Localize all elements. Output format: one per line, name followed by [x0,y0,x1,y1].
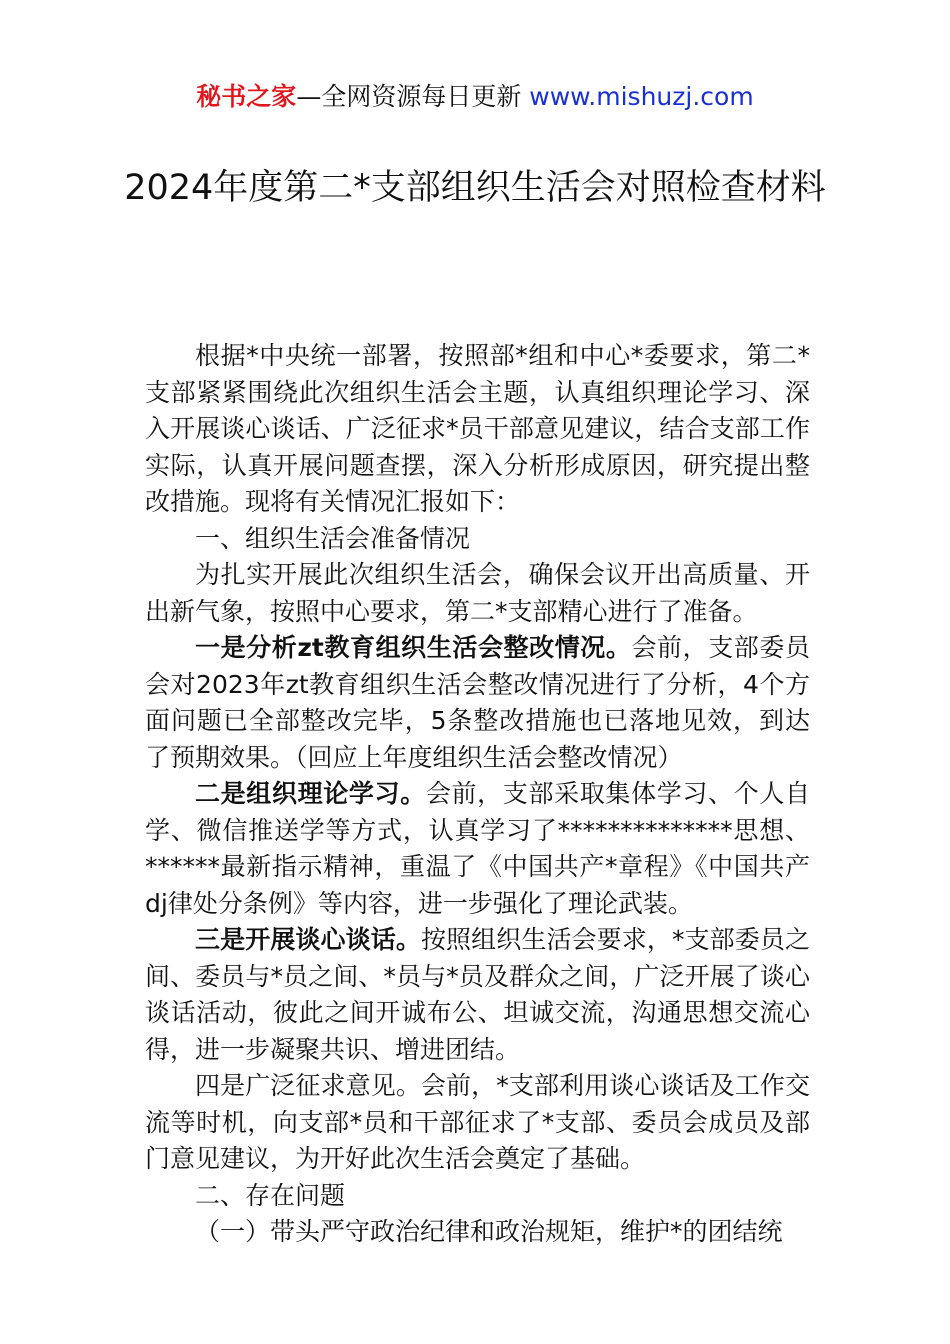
site-header [0,80,950,114]
section-heading [145,521,810,558]
section-heading [145,1178,810,1215]
paragraph-lead: 一是分析zt教育组织生活会整改情况。 [195,633,632,662]
paragraph [145,1068,810,1178]
document-title: 2024年度第二*支部组织生活会对照检查材料 [124,168,826,208]
paragraph-text: 二、存在问题 [195,1180,346,1210]
paragraph-text: 为扎实开展此次组织生活会，确保会议开出高质量、开出新气象，按照中心要求，第二*支部精心进行了准备。 [145,560,810,626]
paragraph-text: 按照组织生活会要求，*支部委员之间、委员与*员之间、*员与*员及群众之间，广泛开展了谈心谈话活动，彼此之间开诚布公、坦诚交流，沟通思想交流心得，进一步凝聚共识、增进团结。 [145,925,810,1064]
paragraph [145,557,810,630]
paragraph-text: 根据*中央统一部署，按照部*组和中心*委要求，第二*支部紧紧围绕此次组织生活会主题，认真组织理论学习、深入开展谈心谈话、广泛征求*员干部意见建议，结合支部工作实际，认真开展问题查摆，深入分析形成原因，研究提出整改措施。现将有关情况汇报如下： [145,341,810,516]
paragraph-lead: 三是开展谈心谈话。 [195,925,421,954]
paragraph-text: 会前，支部委员会对2023年zt教育组织生活会整改情况进行了分析，4个方面问题已全部整改完毕，5条整改措施也已落地见效，到达了预期效果。（回应上年度组织生活会整改情况） [145,633,810,772]
header-tagline: —全网资源每日更新 [296,82,530,111]
paragraph-text: （一）带头严守政治纪律和政治规矩，维护*的团结统 [195,1217,783,1246]
paragraph [145,338,810,521]
site-url-link[interactable]: www.mishuzj.com [529,82,754,111]
paragraph-text: 会前，支部采取集体学习、个人自学、微信推送学等方式，认真学习了**************思想、******最新指示精神，重温了《中国共产*章程》《中国共产dj律处分条例》等内容，进一步强化了理论武装。 [145,779,810,918]
paragraph [145,776,810,922]
paragraph-text: 一、组织生活会准备情况 [195,523,471,553]
paragraph [145,630,810,776]
document-body [145,338,810,1251]
paragraph [145,1214,810,1251]
brand-name: 秘书之家 [196,82,297,111]
paragraph-lead: 二是组织理论学习。 [195,779,426,808]
paragraph [145,922,810,1068]
paragraph-text: 四是广泛征求意见。会前，*支部利用谈心谈话及工作交流等时机，向支部*员和干部征求了*支部、委员会成员及部门意见建议，为开好此次生活会奠定了基础。 [145,1071,810,1173]
